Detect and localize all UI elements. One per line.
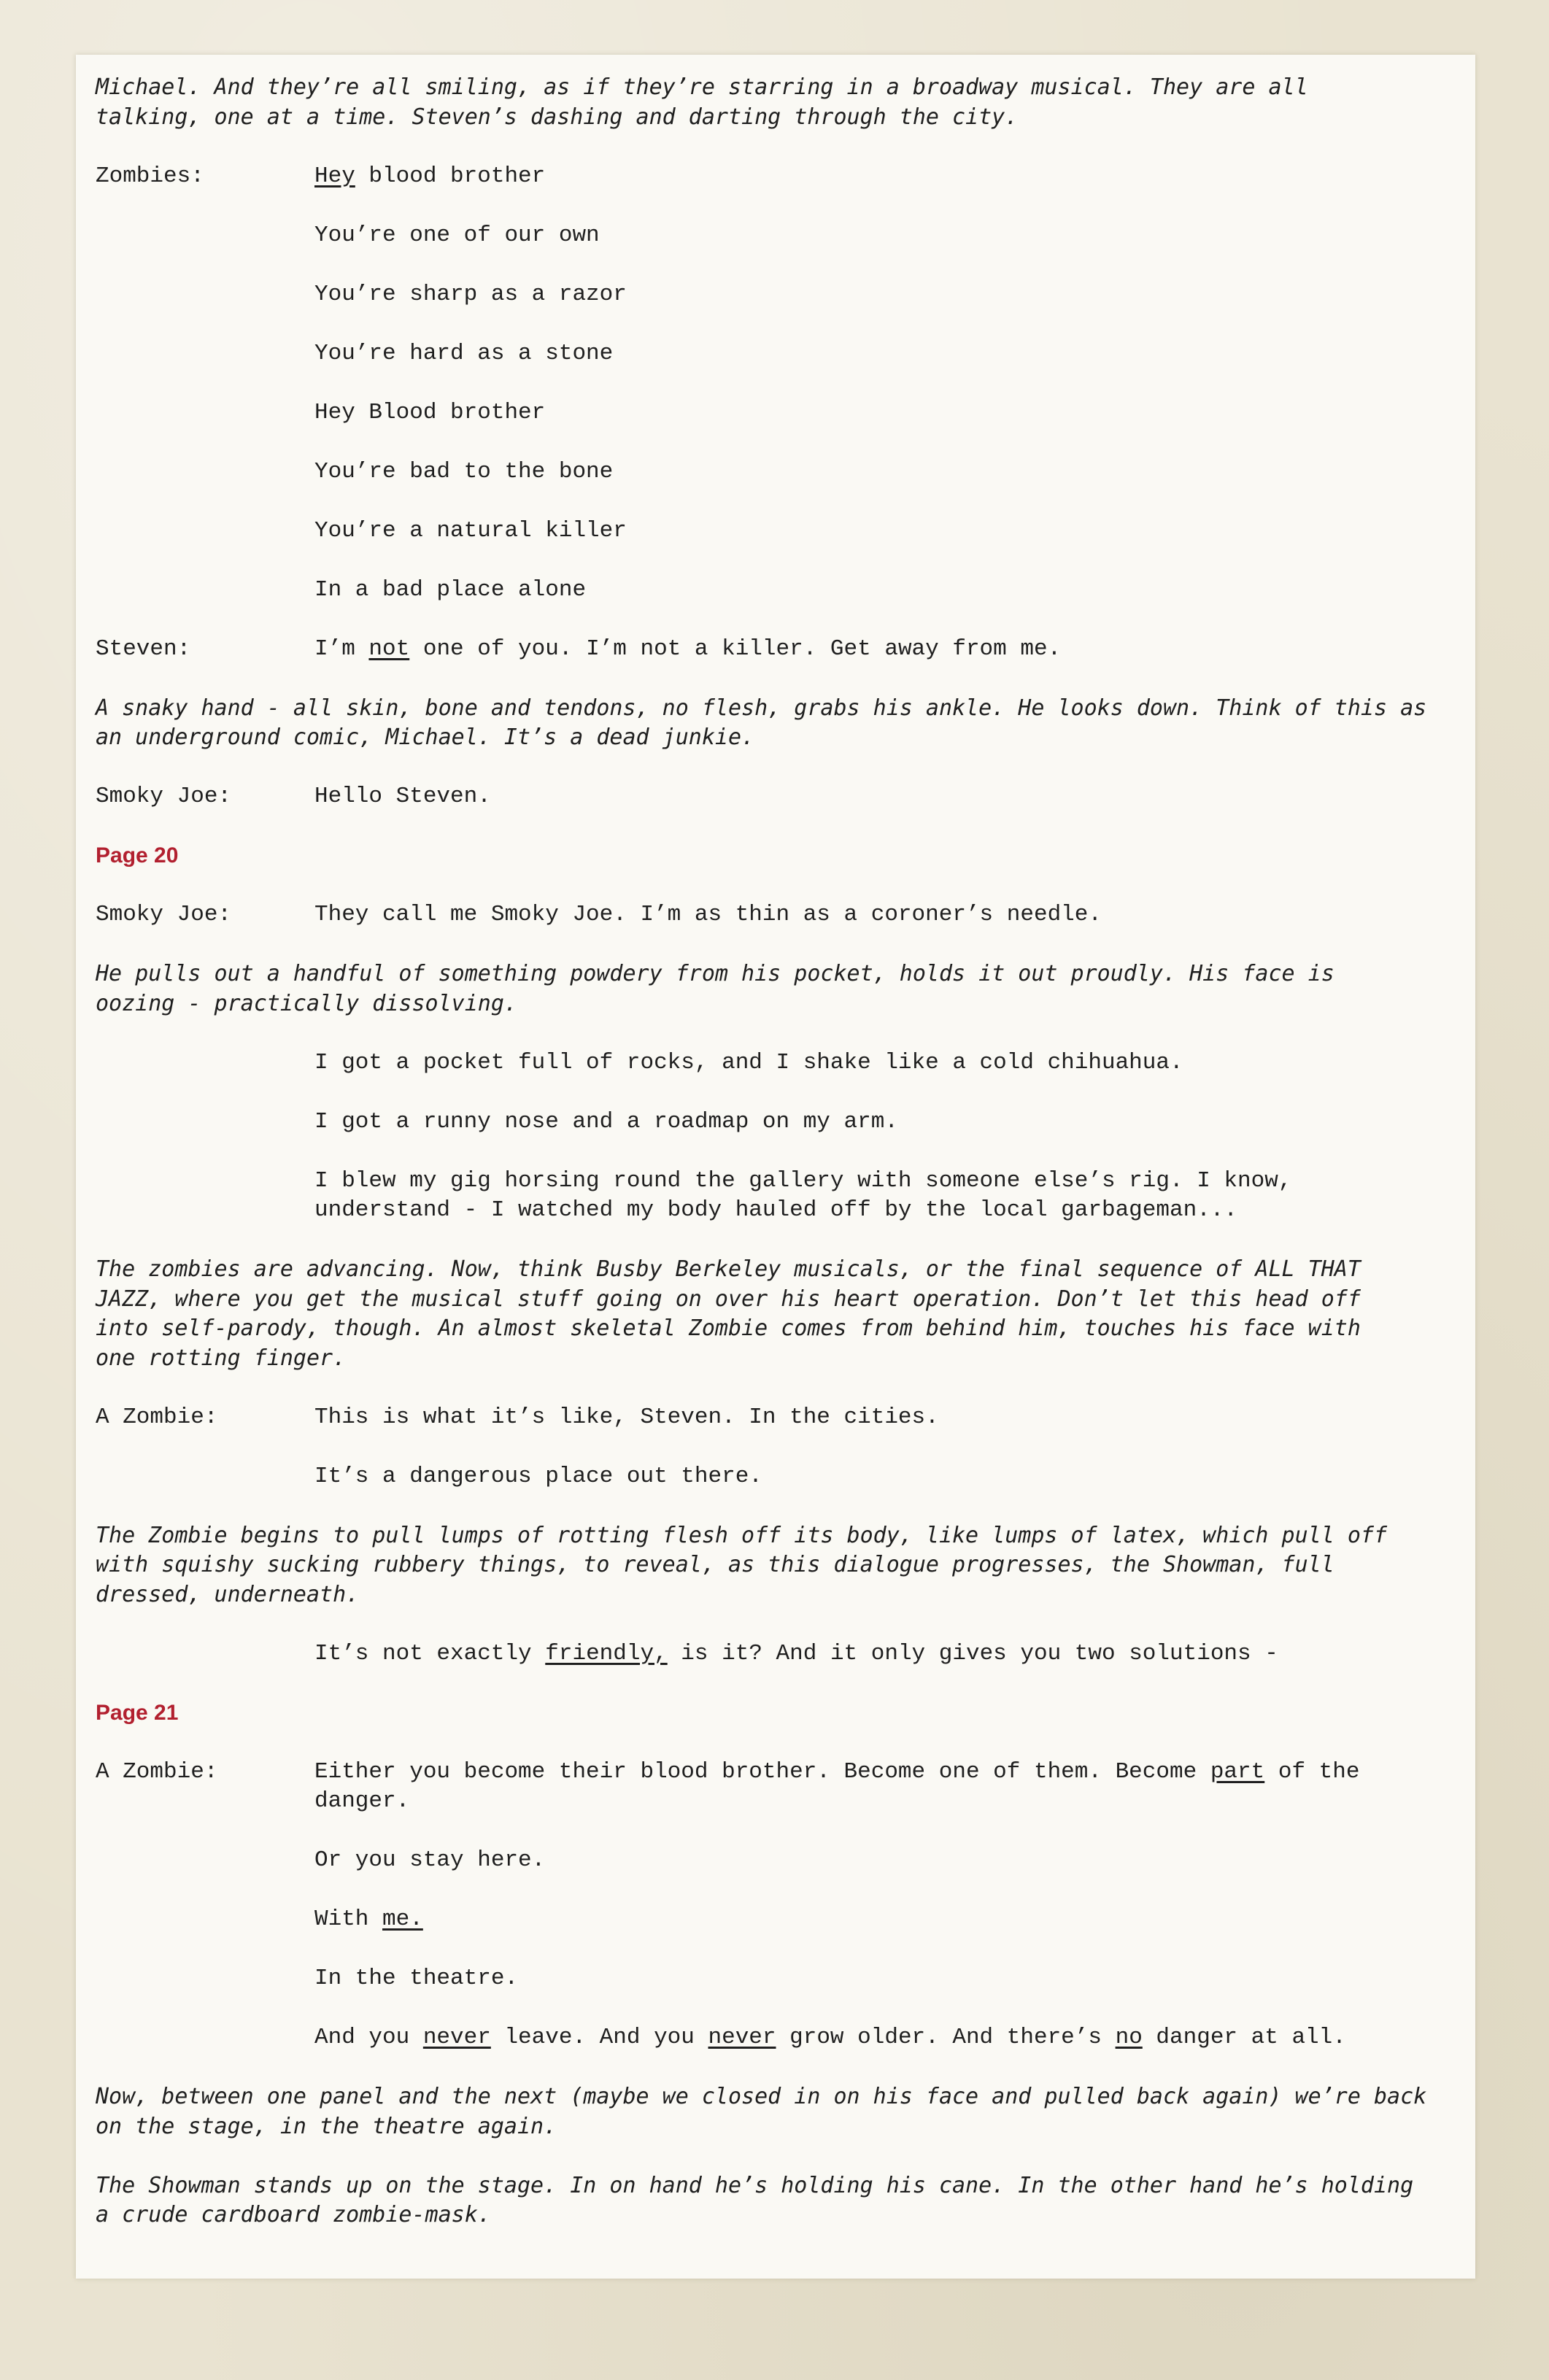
stage-direction-showman: The Showman stands up on the stage. In on hand he’s holding his cane. In the other hand he’s holding a crude cardboard zombie-mask. bbox=[96, 2172, 1414, 2228]
dialogue-line: I got a pocket full of rocks, and I shake like a cold chihuahua. bbox=[314, 1049, 1183, 1075]
dialogue-zombies bbox=[96, 162, 1467, 192]
page-heading: Page 21 bbox=[96, 1700, 179, 1725]
speaker-name: Steven: bbox=[96, 635, 191, 662]
dialogue-smoky-joe bbox=[96, 782, 1467, 812]
dialogue-line: And you never leave. And you never grow older. And there’s no danger at all. bbox=[314, 2025, 1346, 2050]
dialogue-line: Hello Steven. bbox=[314, 784, 491, 809]
stage-direction-between: Now, between one panel and the next (maybe we closed in on his face and pulled back again) we’re back on the stage, in the theatre again. bbox=[96, 2084, 1427, 2139]
dialogue-line: Or you stay here. bbox=[314, 1847, 546, 1873]
song-line: Hey Blood brother bbox=[314, 399, 546, 425]
stage-direction-advance: The zombies are advancing. Now, think Busby Berkeley musicals, or the final sequence of ALL THAT JAZZ, where you get the musical stuff going on over his heart operation. Don’t let this head off into self-parody, though. An almost skeletal Zombie comes from behind him, touches his face with one rotting finger. bbox=[96, 1256, 1361, 1371]
speaker-name: Smoky Joe: bbox=[96, 784, 232, 809]
dialogue-line: With me. bbox=[314, 1906, 423, 1932]
dialogue-a-zombie bbox=[96, 1403, 1467, 1433]
dialogue-smoky-joe bbox=[96, 900, 1467, 930]
stage-direction-flesh: The Zombie begins to pull lumps of rotting flesh off its body, like lumps of latex, which pull off with squishy sucking rubbery things, to reveal, as this dialogue progresses, the Showman, full dressed, underneath. bbox=[96, 1522, 1388, 1607]
song-line: You’re one of our own bbox=[314, 222, 600, 248]
dialogue-line: It’s not exactly friendly, is it? And it only gives you two solutions - bbox=[314, 1640, 1278, 1666]
dialogue-line: This is what it’s like, Steven. In the cities. bbox=[314, 1404, 939, 1430]
script-page bbox=[76, 55, 1475, 2279]
speaker-name: Smoky Joe: bbox=[96, 902, 232, 927]
script-content bbox=[96, 73, 1467, 2230]
speaker-name: Zombies: bbox=[96, 163, 204, 189]
dialogue-line: They call me Smoky Joe. I’m as thin as a coroner’s needle. bbox=[314, 902, 1102, 927]
speaker-name: A Zombie: bbox=[96, 1758, 218, 1785]
stage-direction-powder: He pulls out a handful of something powdery from his pocket, holds it out proudly. His face is oozing - practically dissolving. bbox=[96, 961, 1334, 1016]
dialogue-a-zombie bbox=[96, 1758, 1467, 1817]
song-line: In a bad place alone bbox=[314, 576, 587, 603]
song-line: You’re bad to the bone bbox=[314, 458, 614, 484]
dialogue-line: I’m not one of you. I’m not a killer. Get away from me. bbox=[314, 635, 1062, 662]
page-heading: Page 20 bbox=[96, 843, 179, 868]
song-line: You’re a natural killer bbox=[314, 517, 627, 544]
dialogue-line: In the theatre. bbox=[314, 1966, 519, 1991]
speaker-name: A Zombie: bbox=[96, 1404, 218, 1430]
dialogue-line: I blew my gig horsing round the gallery with someone else’s rig. I know, understand - I watched my body hauled off by the local garbageman... bbox=[314, 1167, 1292, 1223]
stage-direction-intro: Michael. And they’re all smiling, as if they’re starring in a broadway musical. They are all talking, one at a time. Steven’s dashing and darting through the city. bbox=[96, 74, 1308, 130]
dialogue-line: Either you become their blood brother. Become one of them. Become part of the danger. bbox=[314, 1758, 1360, 1814]
song-line: You’re sharp as a razor bbox=[314, 281, 627, 307]
dialogue-line: Hey blood brother bbox=[314, 163, 546, 189]
song-line: You’re hard as a stone bbox=[314, 340, 614, 366]
stage-direction-hand: A snaky hand - all skin, bone and tendons, no flesh, grabs his ankle. He looks down. Think of this as an underground comic, Michael. It’s a dead junkie. bbox=[96, 695, 1427, 750]
dialogue-steven bbox=[96, 635, 1467, 665]
dialogue-line: I got a runny nose and a roadmap on my arm. bbox=[314, 1108, 898, 1135]
dialogue-line: It’s a dangerous place out there. bbox=[314, 1463, 762, 1489]
